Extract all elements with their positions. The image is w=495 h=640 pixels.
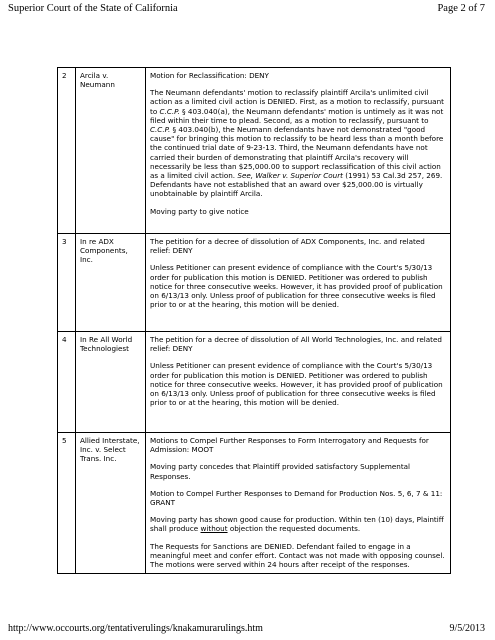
footer-date: 9/5/2013	[449, 623, 485, 634]
table-row	[58, 332, 451, 433]
header-title: Superior Court of the State of California	[8, 3, 178, 14]
ruling-heading: The petition for a decree of dissolution of ADX Components, Inc. and related relief: DENY	[150, 237, 425, 256]
header-page-number: Page 2 of 7	[437, 3, 485, 14]
case-name: In re ADX Components, Inc.	[76, 234, 146, 332]
ruling-paragraph: Moving party to give notice	[150, 206, 249, 216]
rulings-table	[57, 67, 451, 574]
case-name: Allied Interstate, Inc. v. Select Trans. Inc.	[76, 433, 146, 574]
case-name: Arcila v. Neumann	[76, 68, 146, 234]
row-number: 3	[58, 234, 76, 332]
ruling-paragraph: The Neumann defendants' motion to reclassify plaintiff Arcila's unlimited civil action as a limited civil action is DENIED. First, as a motion to reclassify, pursuant to C.C.P. § 403.040(a), the Neumann defendants' motion is untimely as it was not filed within their time to plead. Second, as a motion to reclassify, pursuant to C.C.P. § 403.040(b), the Neumann defendants have not demonstrated "good cause" for bringing this motion to reclassify to be heard less than a month before the continued trial date of 9-23-13. Third, the Neumann defendants have not carried their burden of demonstrating that plaintiff Arcila's recovery will necessarily be less than $25,000.00 to support reclassification of this civil action as a limited civil action. See, Walker v. Superior Court (1991) 53 Cal.3d 257, 269. Defendants have not established that an award over $25,000.00 is virtually unobtainable by plaintiff Arcila.	[150, 88, 444, 199]
ruling-heading: Motion to Compel Further Responses to Demand for Production Nos. 5, 6, 7 & 11: GRANT	[150, 488, 443, 508]
ruling-heading: The petition for a decree of dissolution of All World Technologies, Inc. and related relief: DENY	[150, 335, 442, 354]
row-number: 2	[58, 68, 76, 234]
ruling-paragraph: The Requests for Sanctions are DENIED. Defendant failed to engage in a meaningful meet and confer effort. Contact was not made with opposing counsel. The motions were served within 24 hours after receipt of the responses.	[150, 541, 445, 570]
ruling-text	[146, 332, 451, 433]
ruling-text	[146, 234, 451, 332]
case-name: In Re All World Technologiest	[76, 332, 146, 433]
ruling-heading: Motion for Reclassification: DENY	[150, 71, 269, 80]
ruling-text	[146, 68, 451, 234]
table-row	[58, 433, 451, 574]
ruling-paragraph: Unless Petitioner can present evidence of compliance with the Court's 5/30/13 order for publication this motion is DENIED. Petitioner was ordered to publish notice for three consecutive weeks. However, it has provided proof of publication on 6/13/13 only. Unless proof of publication for three consecutive weeks is filed prior to or at the hearing, this motion will be denied.	[150, 361, 443, 408]
row-number: 5	[58, 433, 76, 574]
ruling-paragraph: Moving party has shown good cause for production. Within ten (10) days, Plaintiff shall produce without objection the requested documents.	[150, 515, 444, 534]
table-row	[58, 68, 451, 234]
ruling-paragraph: Unless Petitioner can present evidence of compliance with the Court's 5/30/13 order for publication this motion is DENIED. Petitioner was ordered to publish notice for three consecutive weeks. However, it has provided proof of publication on 6/13/13 only. Unless proof of publication for three consecutive weeks is filed prior to or at the hearing, this motion will be denied.	[150, 263, 443, 310]
footer-url: http://www.occourts.org/tentativerulings/knakamurarulings.htm	[8, 623, 263, 634]
ruling-text	[146, 433, 451, 574]
table-row	[58, 234, 451, 332]
page-header	[8, 3, 485, 14]
row-number: 4	[58, 332, 76, 433]
page-footer	[8, 623, 485, 634]
ruling-paragraph: Moving party concedes that Plaintiff provided satisfactory Supplemental Responses.	[150, 462, 411, 481]
ruling-heading: Motions to Compel Further Responses to Form Interrogatory and Requests for Admission: MOOT	[150, 436, 429, 455]
